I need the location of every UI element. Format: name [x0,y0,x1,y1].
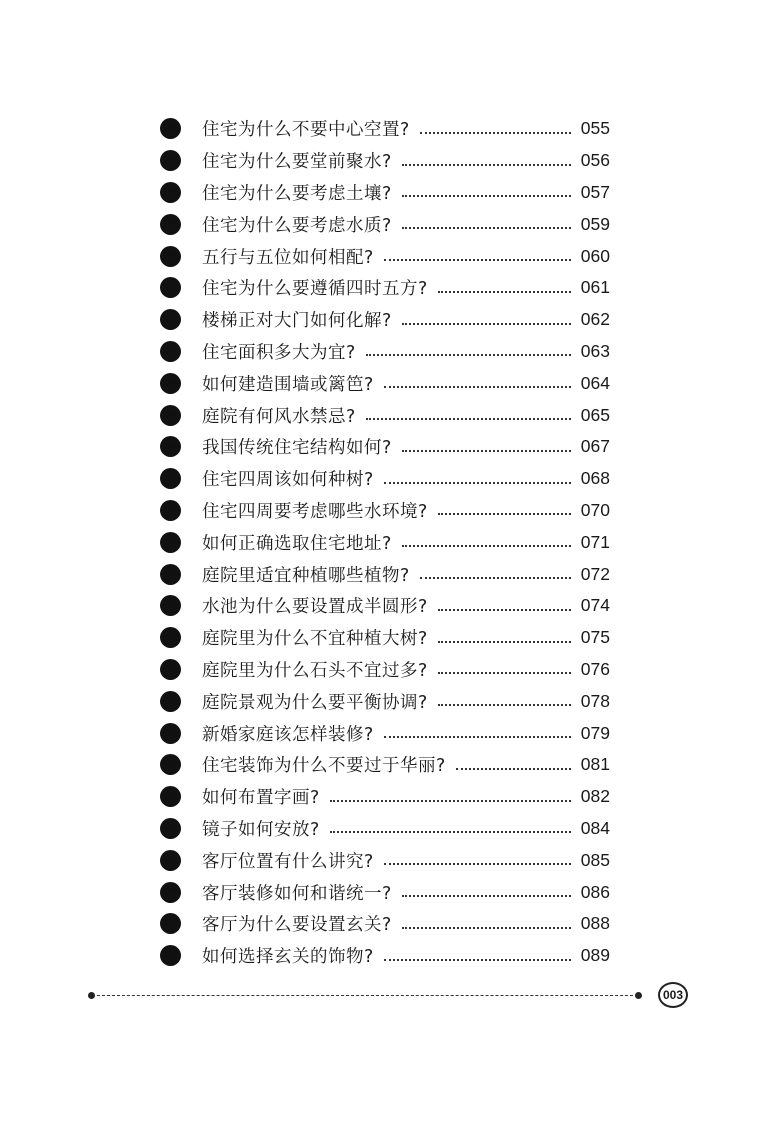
entry-title: 客厅位置有什么讲究? [202,851,374,872]
entry-number-badge: 65 [160,723,181,744]
entry-page-number: 064 [580,372,610,393]
toc-entry[interactable] [160,431,610,463]
entry-page-number: 062 [580,309,610,330]
toc-entry[interactable] [160,749,610,781]
dot-leader [438,641,571,643]
entry-number-badge: 55 [160,405,181,426]
entry-page-number: 075 [580,627,610,648]
entry-number-badge: 57 [160,468,181,489]
entry-title: 楼梯正对大门如何化解? [202,311,392,332]
entry-page-number: 059 [580,213,610,234]
entry-title: 庭院里适宜种植哪些植物? [202,565,410,586]
entry-title: 庭院有何风水禁忌? [202,406,356,427]
dot-leader [384,482,571,484]
dot-leader [402,895,571,897]
toc-entry[interactable] [160,526,610,558]
entry-number-badge: 72 [160,945,181,966]
dot-leader [438,513,571,515]
entry-number-badge: 58 [160,500,181,521]
entry-number-badge: 71 [160,913,181,934]
entry-title: 如何建造围墙或篱笆? [202,374,374,395]
entry-number-badge: 60 [160,564,181,585]
dot-leader [402,195,571,197]
entry-number-badge: 69 [160,850,181,871]
dot-leader [384,736,571,738]
entry-number-badge: 66 [160,754,181,775]
table-of-contents [160,113,610,972]
entry-title: 住宅为什么不要中心空置? [202,120,410,141]
entry-number-badge: 50 [160,246,181,267]
dot-leader [456,768,571,770]
dot-leader [438,672,571,674]
entry-number-badge: 62 [160,627,181,648]
entry-number-badge: 59 [160,532,181,553]
entry-page-number: 086 [580,881,610,902]
entry-number-badge: 61 [160,595,181,616]
entry-title: 住宅为什么要遵循四时五方? [202,279,428,300]
entry-title: 如何正确选取住宅地址? [202,533,392,554]
entry-page-number: 068 [580,468,610,489]
entry-number-badge: 48 [160,182,181,203]
toc-entry[interactable] [160,495,610,527]
dot-leader [438,609,571,611]
toc-entry[interactable] [160,558,610,590]
toc-entry[interactable] [160,463,610,495]
toc-entry[interactable] [160,336,610,368]
page-footer [88,982,688,1012]
entry-page-number: 079 [580,722,610,743]
footer-divider [97,995,633,996]
dot-leader [402,227,571,229]
dot-leader [402,450,571,452]
entry-title: 我国传统住宅结构如何? [202,438,392,459]
toc-entry[interactable] [160,844,610,876]
dot-leader [366,354,571,356]
entry-number-badge: 53 [160,341,181,362]
entry-page-number: 055 [580,118,610,139]
entry-page-number: 081 [580,754,610,775]
entry-page-number: 085 [580,849,610,870]
toc-entry[interactable] [160,813,610,845]
entry-title: 住宅为什么要考虑土壤? [202,183,392,204]
entry-page-number: 078 [580,690,610,711]
dot-leader [384,259,571,261]
entry-number-badge: 64 [160,691,181,712]
entry-number-badge: 49 [160,214,181,235]
toc-entry[interactable] [160,399,610,431]
entry-title: 庭院景观为什么要平衡协调? [202,692,428,713]
entry-number-badge: 67 [160,786,181,807]
entry-page-number: 076 [580,658,610,679]
dot-leader [384,386,571,388]
toc-entry[interactable] [160,654,610,686]
entry-title: 客厅装修如何和谐统一? [202,883,392,904]
dot-leader [402,545,571,547]
entry-page-number: 082 [580,786,610,807]
entry-page-number: 067 [580,436,610,457]
toc-entry[interactable] [160,940,610,972]
toc-entry[interactable] [160,908,610,940]
entry-title: 镜子如何安放? [202,819,320,840]
entry-title: 五行与五位如何相配? [202,247,374,268]
dot-leader [402,323,571,325]
toc-entry[interactable] [160,876,610,908]
entry-page-number: 063 [580,340,610,361]
entry-title: 住宅为什么要考虑水质? [202,215,392,236]
entry-title: 住宅装饰为什么不要过于华丽? [202,756,446,777]
dot-leader [330,831,571,833]
dot-leader [384,863,571,865]
entry-page-number: 065 [580,404,610,425]
footer-dot-right [635,992,642,999]
dot-leader [384,959,571,961]
toc-entry[interactable] [160,240,610,272]
entry-page-number: 070 [580,499,610,520]
entry-number-badge: 51 [160,277,181,298]
entry-title: 庭院里为什么石头不宜过多? [202,660,428,681]
entry-title: 住宅四周要考虑哪些水环境? [202,501,428,522]
toc-entry[interactable] [160,717,610,749]
dot-leader [420,132,571,134]
entry-title: 住宅为什么要堂前聚水? [202,152,392,173]
entry-page-number: 072 [580,563,610,584]
toc-entry[interactable] [160,304,610,336]
page-number-badge: 003 [658,982,688,1008]
entry-title: 水池为什么要设置成半圆形? [202,597,428,618]
dot-leader [402,164,571,166]
entry-title: 如何选择玄关的饰物? [202,947,374,968]
entry-number-badge: 63 [160,659,181,680]
entry-number-badge: 56 [160,436,181,457]
entry-title: 庭院里为什么不宜种植大树? [202,629,428,650]
toc-entry[interactable] [160,145,610,177]
entry-page-number: 084 [580,817,610,838]
dot-leader [366,418,571,420]
entry-title: 住宅四周该如何种树? [202,470,374,491]
entry-page-number: 061 [580,277,610,298]
toc-entry[interactable] [160,177,610,209]
dot-leader [420,577,571,579]
footer-dot-left [88,992,95,999]
entry-number-badge: 70 [160,882,181,903]
toc-entry[interactable] [160,367,610,399]
toc-entry[interactable] [160,113,610,145]
entry-page-number: 089 [580,945,610,966]
toc-entry[interactable] [160,208,610,240]
entry-number-badge: 46 [160,118,181,139]
entry-title: 客厅为什么要设置玄关? [202,915,392,936]
dot-leader [402,927,571,929]
toc-entry[interactable] [160,781,610,813]
dot-leader [330,800,571,802]
entry-title: 如何布置字画? [202,788,320,809]
entry-number-badge: 68 [160,818,181,839]
entry-title: 住宅面积多大为宜? [202,342,356,363]
entry-page-number: 071 [580,531,610,552]
entry-page-number: 074 [580,595,610,616]
entry-number-badge: 54 [160,373,181,394]
dot-leader [438,291,571,293]
entry-page-number: 057 [580,181,610,202]
entry-title: 新婚家庭该怎样装修? [202,724,374,745]
entry-number-badge: 47 [160,150,181,171]
toc-entry[interactable] [160,272,610,304]
entry-page-number: 088 [580,913,610,934]
entry-number-badge: 52 [160,309,181,330]
toc-entry[interactable] [160,590,610,622]
entry-page-number: 060 [580,245,610,266]
toc-entry[interactable] [160,685,610,717]
toc-entry[interactable] [160,622,610,654]
entry-page-number: 056 [580,150,610,171]
dot-leader [438,704,571,706]
